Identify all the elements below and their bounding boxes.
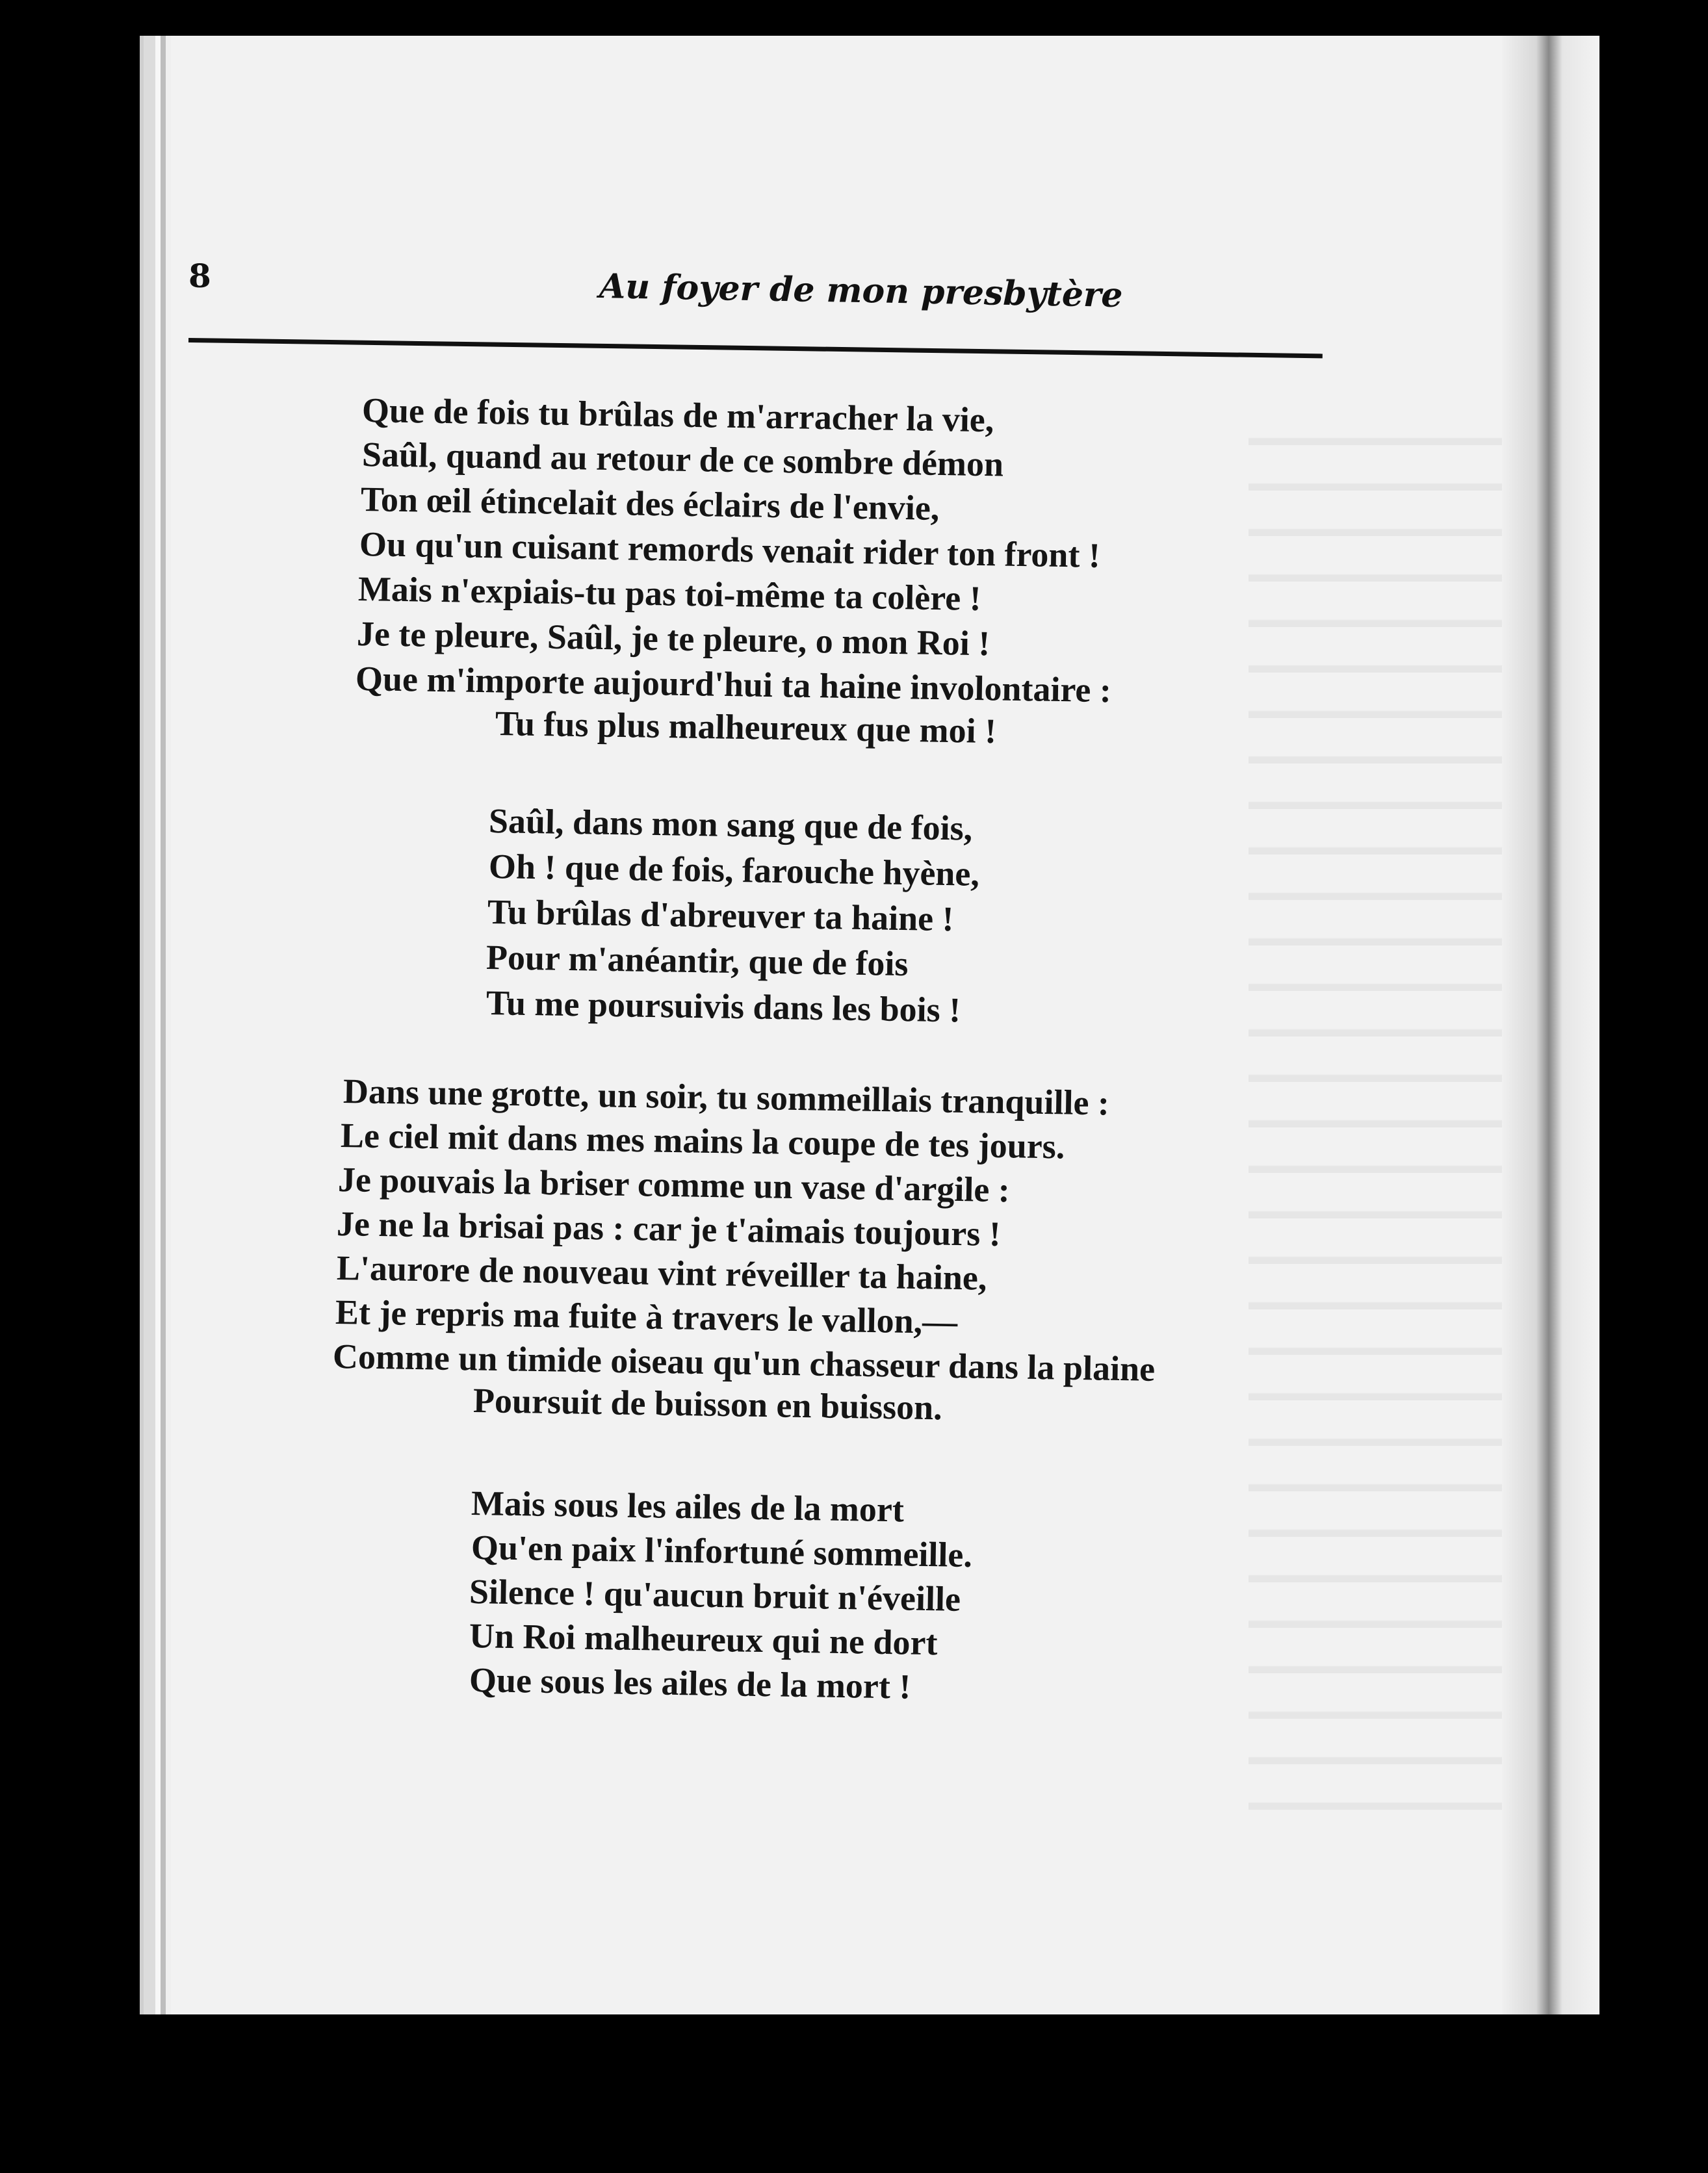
poem-line: Que de fois tu brûlas de m'arracher la vie, — [361, 391, 994, 440]
poem-line: Tu me poursuivis dans les bois ! — [485, 983, 961, 1030]
poem-line: Dans une grotte, un soir, tu sommeillais tranquille : — [343, 1072, 1110, 1123]
poem-line: Et je repris ma fuite à travers le vallon,— — [335, 1292, 958, 1342]
poem-line: Poursuit de buisson en buisson. — [472, 1381, 943, 1428]
poem-line: Mais n'expiais-tu pas toi-même ta colère ! — [357, 569, 982, 619]
poem-line: Oh ! que de fois, farouche hyène, — [488, 847, 980, 894]
poem-line: L'aurore de nouveau vint réveiller ta haine, — [336, 1248, 987, 1298]
poem-line: Tu fus plus malheureux que moi ! — [495, 704, 997, 751]
poem-line: Que m'importe aujourd'hui ta haine involontaire : — [355, 659, 1112, 710]
running-title: Au foyer de mon presbytère — [599, 266, 1123, 316]
page-number: 8 — [188, 257, 211, 295]
poem-line: Le ciel mit dans mes mains la coupe de tes jours. — [340, 1116, 1065, 1166]
poem-line: Un Roi malheureux qui ne dort — [469, 1616, 938, 1663]
poem-line: Ou qu'un cuisant remords venait rider ton front ! — [359, 524, 1101, 575]
poem-line: Je ne la brisai pas : car je t'aimais toujours ! — [336, 1204, 1002, 1254]
poem-line: Saûl, dans mon sang que de fois, — [488, 801, 973, 848]
poem-line: Je te pleure, Saûl, je te pleure, o mon Roi ! — [356, 614, 990, 663]
poem-line: Pour m'anéantir, que de fois — [485, 938, 909, 984]
poem-line: Saûl, quand au retour de ce sombre démon — [361, 435, 1004, 484]
poem-line: Silence ! qu'aucun bruit n'éveille — [469, 1572, 961, 1619]
poem-line: Qu'en paix l'infortuné sommeille. — [471, 1528, 973, 1575]
poem-line: Que sous les ailes de la mort ! — [469, 1660, 911, 1706]
poem-line: Ton œil étincelait des éclairs de l'envie, — [360, 480, 940, 528]
poem-line: Comme un timide oiseau qu'un chasseur dans la plaine — [332, 1337, 1156, 1389]
poem-line: Je pouvais la briser comme un vase d'argile : — [337, 1160, 1011, 1210]
poem-line: Tu brûlas d'abreuver ta haine ! — [487, 892, 955, 939]
poem-line: Mais sous les ailes de la mort — [471, 1484, 905, 1530]
